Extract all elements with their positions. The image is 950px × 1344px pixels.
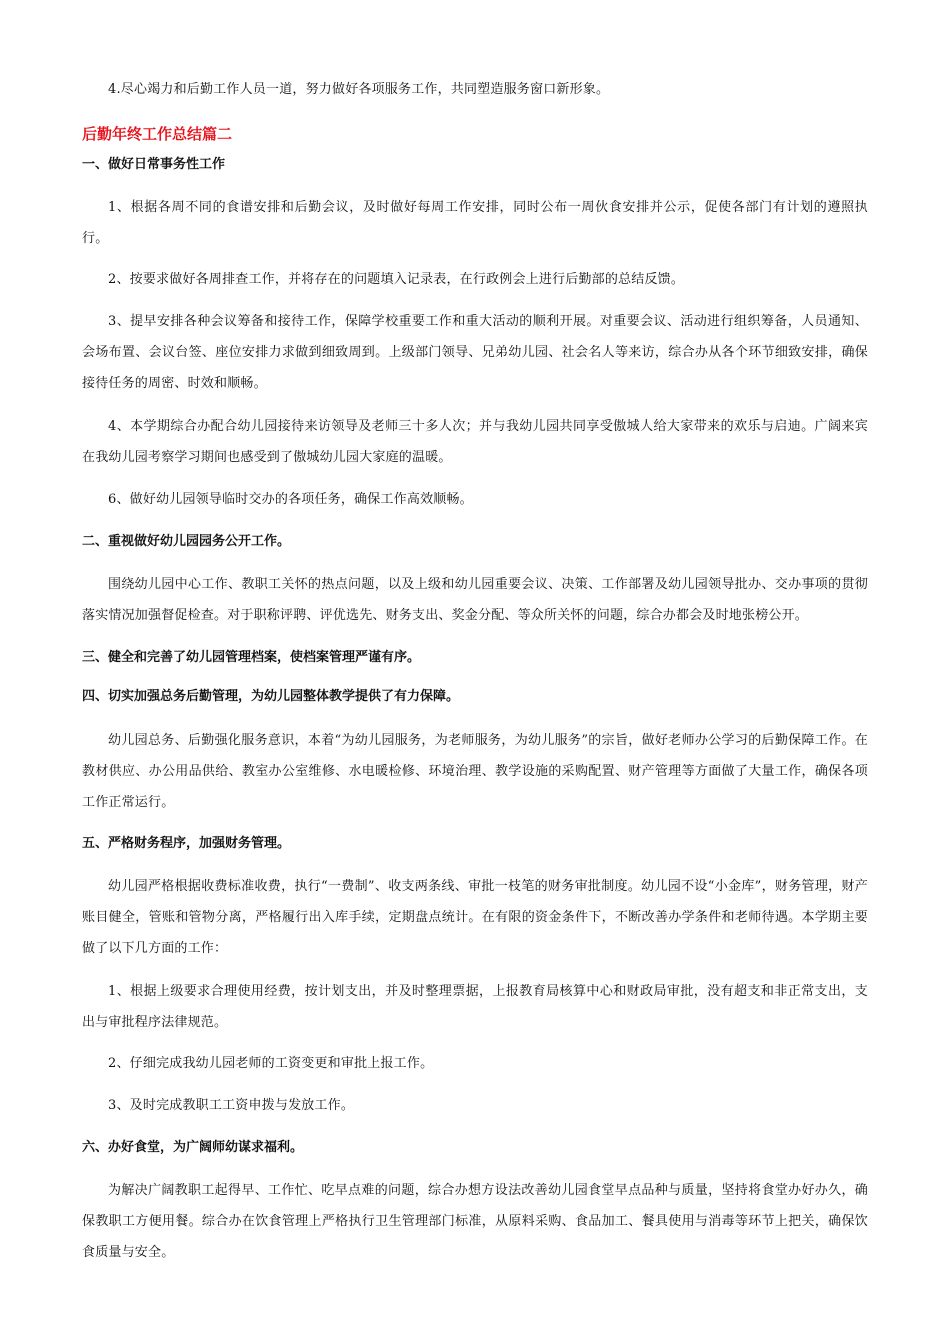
section-heading: 一、做好日常事务性工作 — [82, 157, 226, 172]
section-heading: 三、健全和完善了幼儿园管理档案，使档案管理严谨有序。 — [82, 650, 421, 665]
paragraph: 2、按要求做好各周排查工作，并将存在的问题填入记录表，在行政例会上进行后勤部的总结反馈。 — [108, 272, 685, 287]
paragraph: 1、根据上级要求合理使用经费，按计划支出，并及时整理票据，上报教育局核算中心和财政局审批，没有超支和非正常支出，支出与审批程序法律规范。 — [82, 984, 868, 1030]
paragraph: 幼儿园总务、后勤强化服务意识，本着“为幼儿园服务，为老师服务，为幼儿服务”的宗旨，做好老师办公学习的后勤保障工作。在教材供应、办公用品供给、教室办公室维修、水电暖检修、环境治理、教学设施的采购配置、财产管理等方面做了大量工作，确保各项工作正常运行。 — [82, 733, 868, 810]
section-heading: 四、切实加强总务后勤管理，为幼儿园整体教学提供了有力保障。 — [82, 689, 460, 704]
section-heading: 五、严格财务程序，加强财务管理。 — [82, 836, 291, 851]
section-title: 后勤年终工作总结篇二 — [82, 125, 233, 143]
paragraph: 2、仔细完成我幼儿园老师的工资变更和审批上报工作。 — [108, 1056, 434, 1071]
section-heading: 六、办好食堂，为广阔师幼谋求福利。 — [82, 1140, 304, 1155]
paragraph: 4.尽心竭力和后勤工作人员一道，努力做好各项服务工作，共同塑造服务窗口新形象。 — [108, 82, 610, 97]
paragraph: 1、根据各周不同的食谱安排和后勤会议，及时做好每周工作安排，同时公布一周伙食安排并公示，促使各部门有计划的遵照执行。 — [82, 200, 868, 246]
section-heading: 二、重视做好幼儿园园务公开工作。 — [82, 534, 291, 549]
paragraph: 为解决广阔教职工起得早、工作忙、吃早点难的问题，综合办想方设法改善幼儿园食堂早点品种与质量，坚持将食堂办好办久，确保教职工方便用餐。综合办在饮食管理上严格执行卫生管理部门标准，从原料采购、食品加工、餐具使用与消毒等环节上把关，确保饮食质量与安全。 — [82, 1183, 868, 1260]
paragraph: 6、做好幼儿园领导临时交办的各项任务，确保工作高效顺畅。 — [108, 492, 473, 507]
paragraph: 幼儿园严格根据收费标准收费，执行“一费制”、收支两条线、审批一枝笔的财务审批制度。幼儿园不设“小金库”，财务管理，财产账目健全，管账和管物分离，严格履行出入库手续，定期盘点统计。在有限的资金条件下，不断改善办学条件和老师待遇。本学期主要做了以下几方面的工作： — [82, 879, 868, 956]
paragraph: 4、本学期综合办配合幼儿园接待来访领导及老师三十多人次；并与我幼儿园共同享受傲城人给大家带来的欢乐与启迪。广阔来宾在我幼儿园考察学习期间也感受到了傲城幼儿园大家庭的温暖。 — [82, 419, 868, 465]
paragraph: 3、及时完成教职工工资申拨与发放工作。 — [108, 1098, 355, 1113]
paragraph: 围绕幼儿园中心工作、教职工关怀的热点问题，以及上级和幼儿园重要会议、决策、工作部署及幼儿园领导批办、交办事项的贯彻落实情况加强督促检查。对于职称评聘、评优选先、财务支出、奖金分配、等众所关怀的问题，综合办都会及时地张榜公开。 — [82, 577, 868, 623]
paragraph: 3、提早安排各种会议筹备和接待工作，保障学校重要工作和重大活动的顺利开展。对重要会议、活动进行组织筹备，人员通知、会场布置、会议台签、座位安排力求做到细致周到。上级部门领导、兄弟幼儿园、社会名人等来访，综合办从各个环节细致安排，确保接待任务的周密、时效和顺畅。 — [82, 314, 868, 391]
